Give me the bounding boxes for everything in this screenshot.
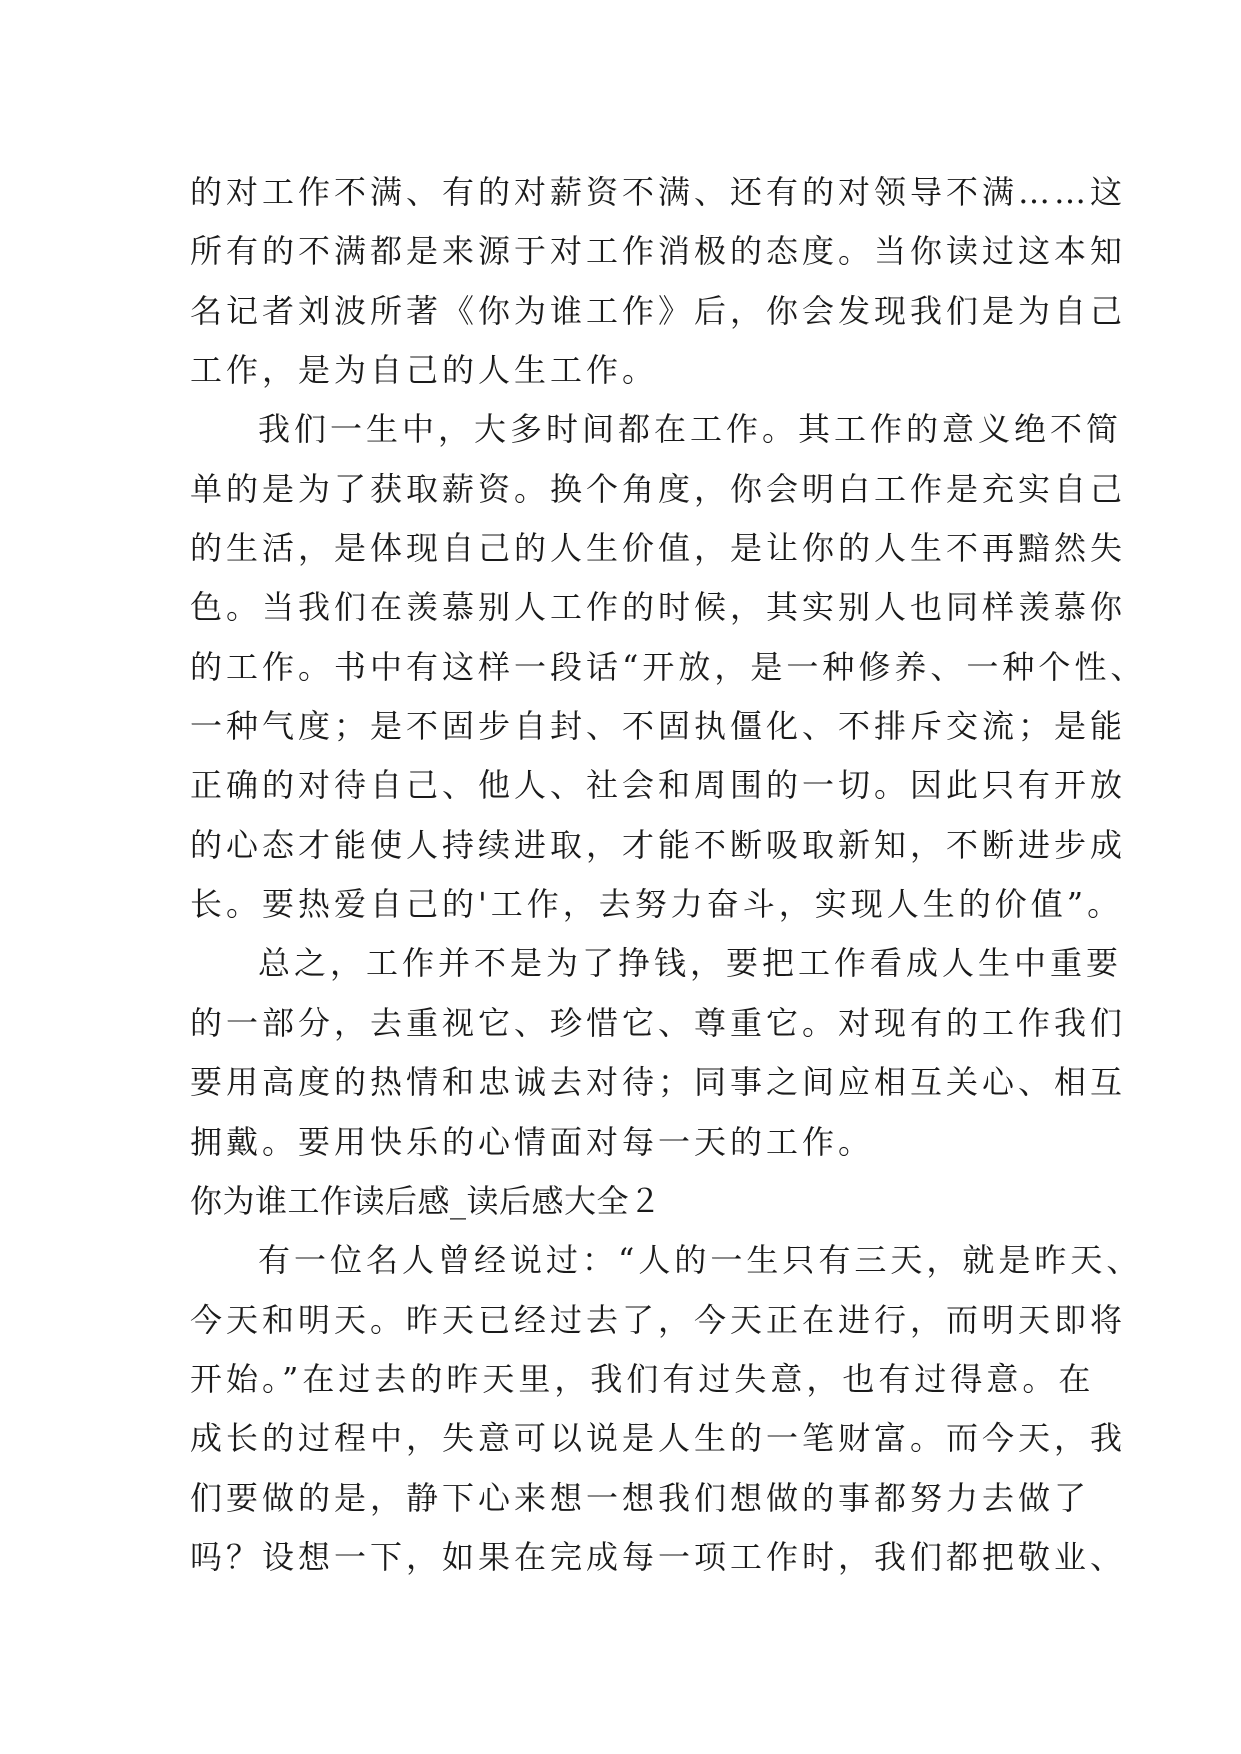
text-line: 一种气度；是不固步自封、不固执僵化、不排斥交流；是能: [190, 707, 1127, 746]
body-text: [190, 163, 1147, 1587]
text-line: 的心态才能使人持续进取，才能不断吸取新知，不断进步成: [190, 825, 1127, 864]
text-line: 的对工作不满、有的对薪资不满、还有的对领导不满……这: [190, 173, 1127, 211]
text-line: 成长的过程中，失意可以说是人生的一笔财富。而今天，我: [190, 1419, 1127, 1458]
text-line: 有一位名人曾经说过：“人的一生只有三天，就是昨天、: [258, 1241, 1143, 1280]
text-line: 要用高度的热情和忠诚去对待；同事之间应相互关心、相互: [190, 1063, 1127, 1102]
text-line: 的一部分，去重视它、珍惜它、尊重它。对现有的工作我们: [190, 1003, 1127, 1042]
text-line: 工作，是为自己的人生工作。: [190, 351, 659, 390]
text-line: 开始。”在过去的昨天里，我们有过失意，也有过得意。在: [190, 1359, 1095, 1398]
text-line: 们要做的是，静下心来想一想我们想做的事都努力去做了: [190, 1478, 1091, 1517]
text-line: 单的是为了获取薪资。换个角度，你会明白工作是充实自己: [190, 469, 1127, 508]
text-line: 拥戴。要用快乐的心情面对每一天的工作。: [190, 1122, 875, 1161]
text-line: 所有的不满都是来源于对工作消极的态度。当你读过这本知: [190, 232, 1127, 271]
text-line: 吗？设想一下，如果在完成每一项工作时，我们都把敬业、: [190, 1537, 1127, 1576]
text-line: 名记者刘波所著《你为谁工作》后，你会发现我们是为自己: [190, 291, 1127, 330]
paragraph: [190, 934, 1127, 1171]
text-line: 正确的对待自己、他人、社会和周围的一切。因此只有开放: [190, 766, 1127, 805]
text-line: 今天和明天。昨天已经过去了，今天正在进行，而明天即将: [190, 1300, 1127, 1339]
paragraph: [190, 400, 1147, 934]
section-heading: 你为谁工作读后感_读后感大全２: [190, 1181, 662, 1220]
text-line: 的生活，是体现自己的人生价值，是让你的人生不再黯然失: [190, 529, 1127, 568]
text-line: 的工作。书中有这样一段话“开放，是一种修养、一种个性、: [190, 647, 1147, 686]
paragraph-continued: [190, 163, 1127, 400]
paragraph: [190, 1231, 1143, 1587]
text-line: 色。当我们在羡慕别人工作的时候，其实别人也同样羡慕你: [190, 588, 1127, 627]
text-line: 我们一生中，大多时间都在工作。其工作的意义绝不简: [258, 410, 1123, 449]
text-line: 总之，工作并不是为了挣钱，要把工作看成人生中重要: [258, 944, 1123, 983]
text-line: 长。要热爱自己的'工作，去努力奋斗，实现人生的价值”。: [190, 885, 1124, 924]
